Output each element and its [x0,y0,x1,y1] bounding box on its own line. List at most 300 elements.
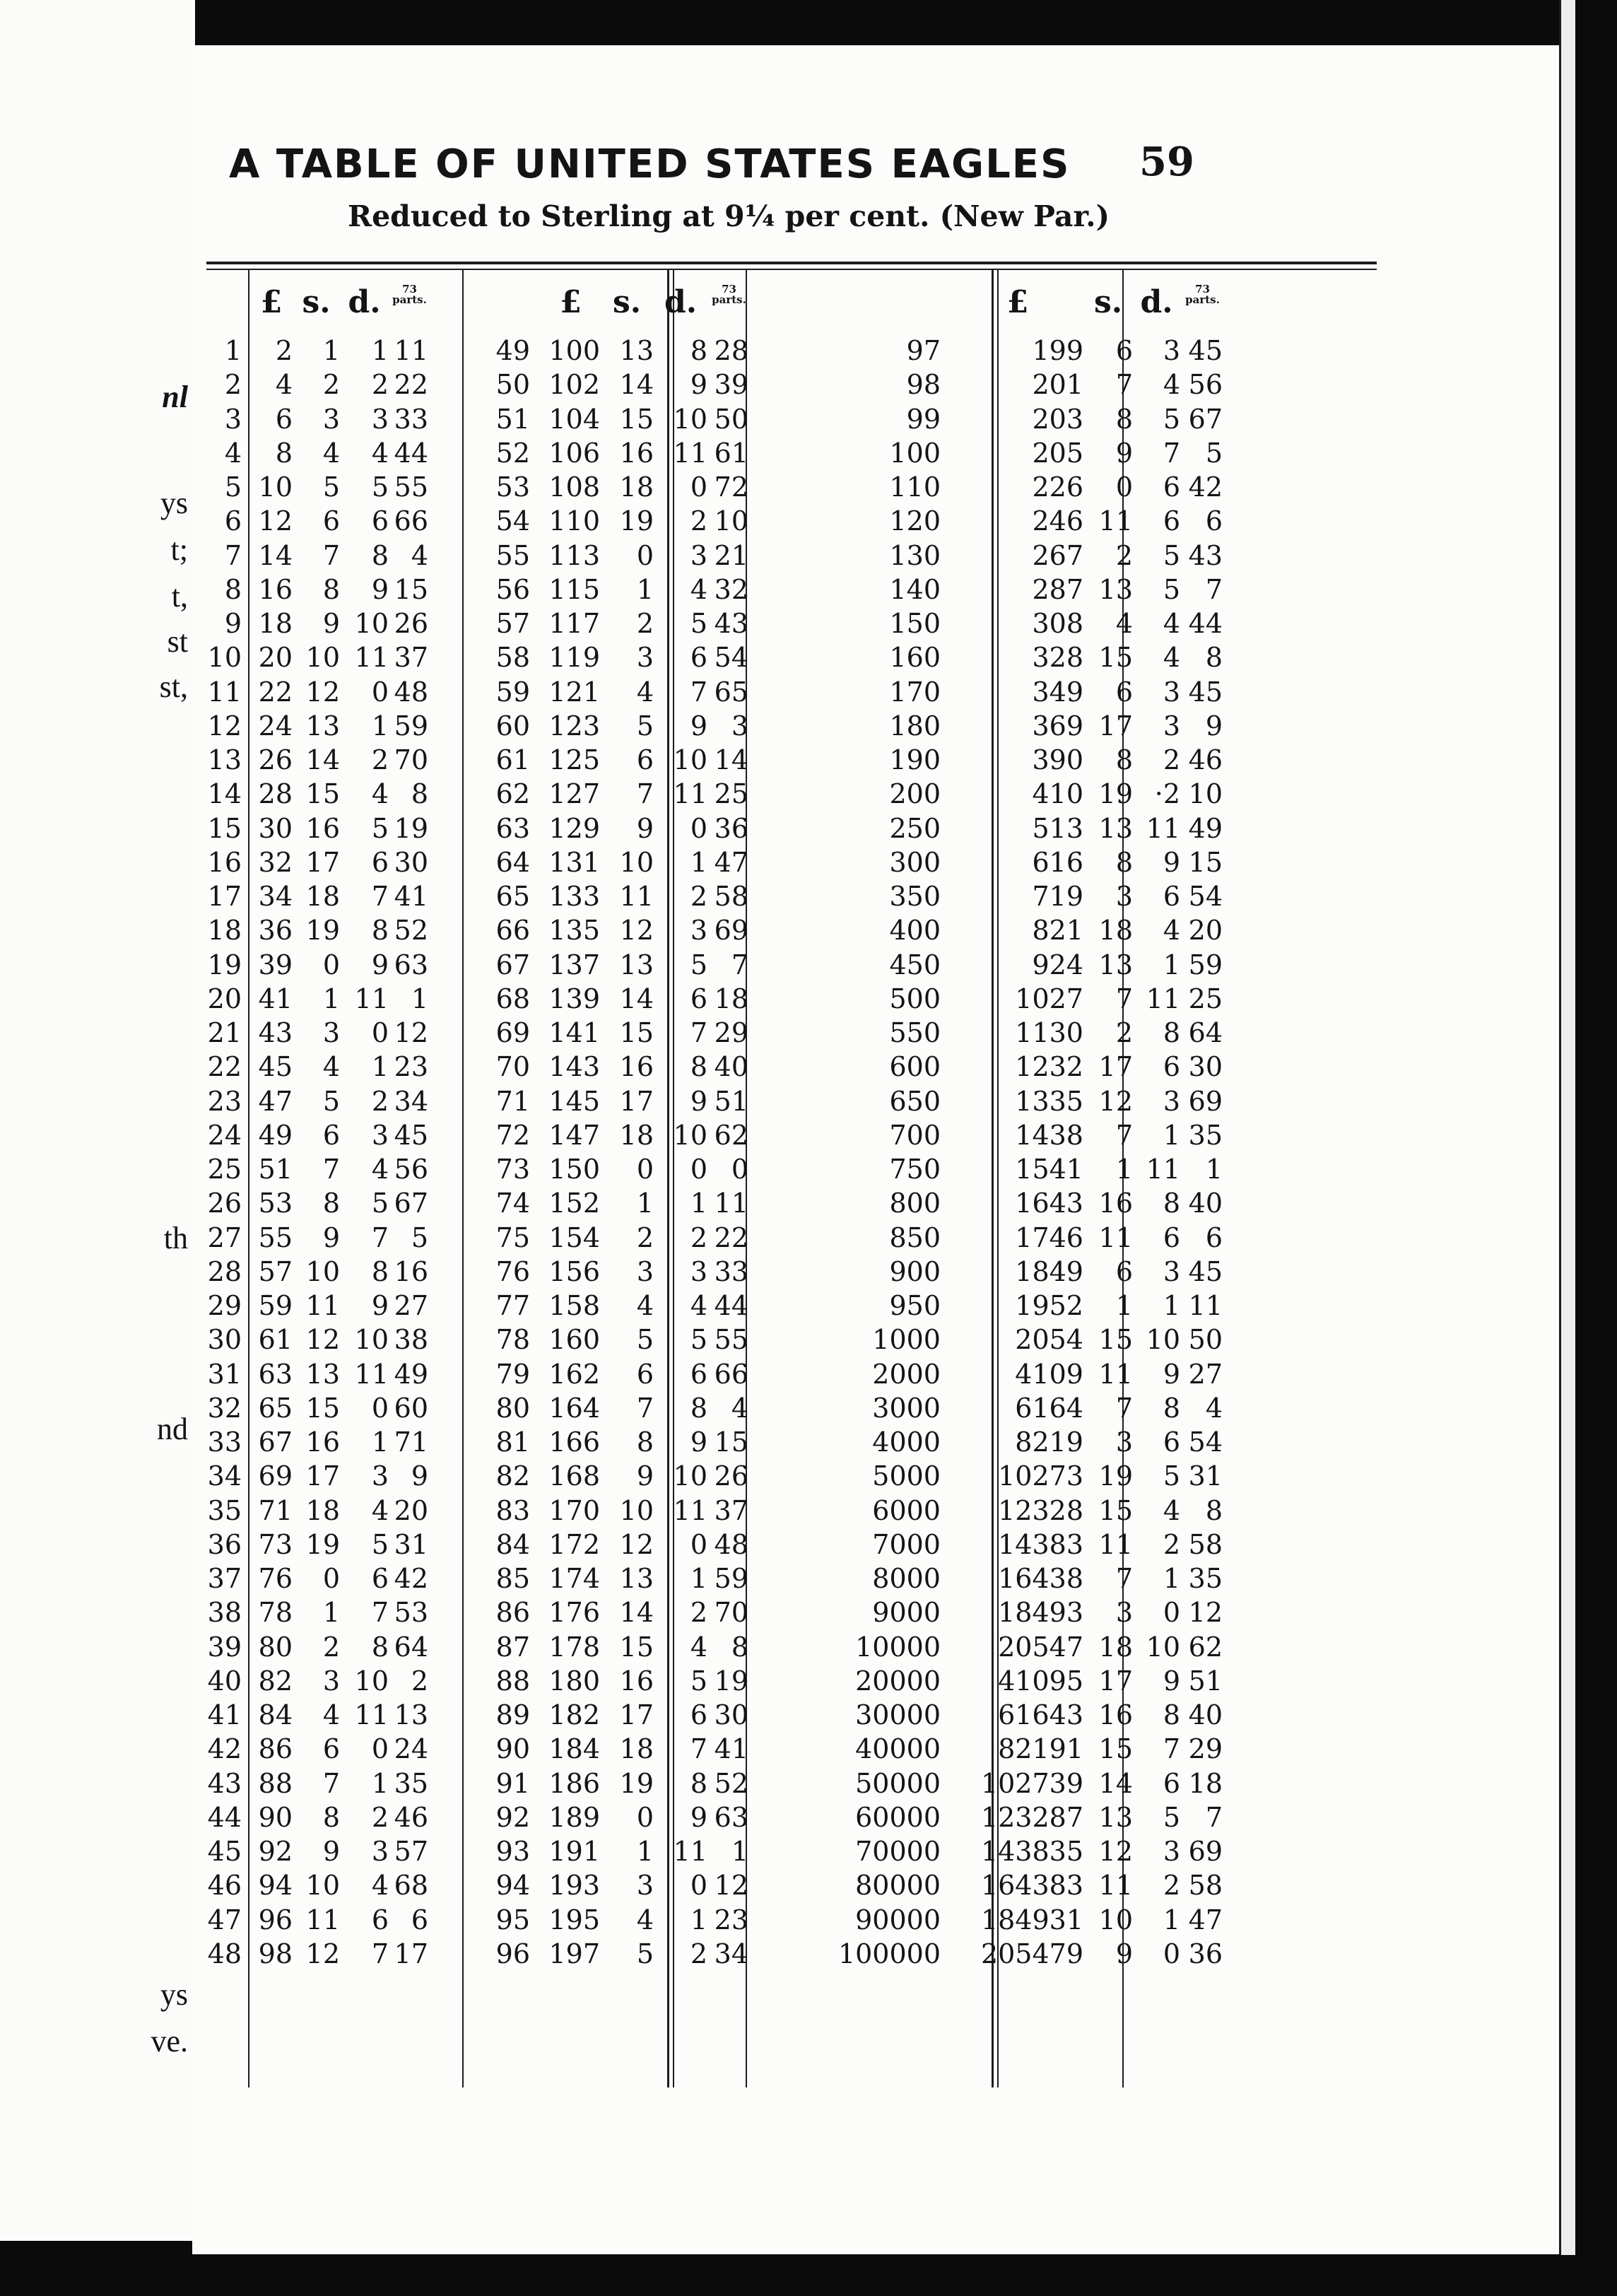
pounds-cell: 166 [548,1427,600,1458]
parts-cell: 72 [714,472,748,503]
pence-cell: 8 [1163,1188,1180,1219]
eagles-count-cell: 61 [495,744,530,776]
pounds-cell: 18493 [998,1597,1083,1629]
pounds-cell: 12 [258,505,293,537]
parts-cell: 35 [1188,1119,1223,1151]
parts-cell: 11 [714,1188,748,1219]
eagles-count-cell: 850 [889,1222,941,1253]
parts-cell: 51 [714,1085,748,1117]
pounds-cell: 189 [548,1801,600,1833]
parts-cell: 54 [1188,1427,1223,1458]
pence-cell: 4 [1163,642,1180,674]
eagles-count-cell: 4000 [872,1427,941,1458]
shillings-cell: 4 [322,1051,340,1083]
eagles-count-cell: 35 [207,1494,242,1526]
shillings-cell: 4 [636,676,654,708]
parts-cell: 45 [1188,676,1223,708]
parts-cell: 55 [714,1324,748,1356]
parts-cell: 53 [394,1597,428,1629]
shillings-cell: 15 [619,1631,654,1663]
parts-cell: 20 [394,1494,428,1526]
pence-cell: 11 [354,1358,389,1390]
pence-cell: 6 [371,1904,389,1935]
shillings-cell: 2 [636,1222,654,1253]
pounds-cell: 178 [548,1631,600,1663]
pence-cell: 8 [690,1392,707,1424]
shillings-cell: 5 [636,1938,654,1969]
parts-cell: 27 [1188,1358,1223,1390]
shillings-cell: 0 [636,1801,654,1833]
pounds-cell: 191 [548,1836,600,1868]
shillings-cell: 13 [619,1563,654,1595]
pounds-cell: 158 [548,1290,600,1322]
parts-cell: 59 [394,710,428,742]
shillings-cell: 10 [1098,1904,1133,1935]
eagles-count-cell: 85 [495,1563,530,1595]
parts-cell: 15 [394,573,428,605]
pounds-cell: 10273 [998,1460,1083,1492]
pounds-cell: 1027 [1015,983,1083,1014]
pounds-header: £ [560,283,582,320]
pence-cell: 4 [371,778,389,810]
shillings-cell: 11 [1098,505,1133,537]
parts-cell: 27 [394,1290,428,1322]
eagles-count-cell: 64 [495,846,530,878]
pence-cell: 7 [371,1222,389,1253]
shillings-cell: 17 [1098,1665,1133,1697]
table-row [206,1016,1377,1050]
shillings-header: s. [612,283,642,320]
pounds-cell: 6164 [1015,1392,1083,1424]
eagles-count-cell: 90 [495,1733,530,1765]
pounds-cell: 197 [548,1938,600,1969]
pence-cell: 0 [690,1154,707,1185]
header-rule [206,262,1377,264]
shillings-cell: 16 [619,1051,654,1083]
shillings-cell: 18 [305,1494,340,1526]
pounds-cell: 1643 [1015,1188,1083,1219]
pounds-cell: 154 [548,1222,600,1253]
eagles-count-cell: 53 [495,472,530,503]
shillings-cell: 5 [636,710,654,742]
pounds-cell: 176 [548,1597,600,1629]
eagles-count-cell: 63 [495,812,530,844]
parts-cell: 38 [394,1324,428,1356]
pence-cell: 11 [673,1494,707,1526]
pence-cell: 7 [1163,437,1180,469]
parts-cell: 50 [1188,1324,1223,1356]
parts-cell: 37 [394,642,428,674]
table-row [206,640,1377,674]
shillings-cell: 18 [619,1119,654,1151]
pence-cell: 9 [1163,1665,1180,1697]
table-row [206,709,1377,743]
pounds-cell: 8 [275,437,293,469]
pence-cell: 1 [1163,1290,1180,1322]
pence-cell: 3 [690,539,707,571]
eagles-count-cell: 58 [495,642,530,674]
parts-cell: 66 [394,505,428,537]
eagles-count-cell: 11 [207,676,242,708]
shillings-cell: 0 [322,949,340,980]
eagles-count-cell: 60000 [855,1801,941,1833]
pounds-cell: 26 [258,744,293,776]
parts-cell: 49 [1188,812,1223,844]
parts-cell: 49 [394,1358,428,1390]
pence-cell: 4 [371,437,389,469]
shillings-cell: 11 [305,1290,340,1322]
parts-cell: 48 [394,676,428,708]
parts-cell: 45 [1188,335,1223,367]
table-row [206,1221,1377,1255]
parts-cell: 19 [394,812,428,844]
eagles-count-cell: 9 [224,608,242,640]
eagles-count-cell: 950 [889,1290,941,1322]
shillings-cell: 8 [1115,846,1133,878]
pence-cell: ·2 [1154,778,1180,810]
eagles-count-cell: 3000 [872,1392,941,1424]
table-row [206,607,1377,640]
pence-cell: 0 [371,1733,389,1765]
table-row [206,1937,1377,1971]
shillings-cell: 3 [1115,1427,1133,1458]
parts-cell: 59 [714,1563,748,1595]
pounds-cell: 135 [548,915,600,947]
pence-cell: 0 [371,1392,389,1424]
pounds-cell: 49 [258,1119,293,1151]
pence-cell: 4 [1163,915,1180,947]
eagles-count-cell: 13 [207,744,242,776]
shillings-cell: 9 [322,608,340,640]
eagles-count-cell: 12 [207,710,242,742]
pence-cell: 3 [371,1836,389,1868]
parts-cell: 8 [1205,642,1223,674]
parts-cell: 56 [1188,369,1223,401]
shillings-cell: 13 [305,1358,340,1390]
eagles-count-cell: 82 [495,1460,530,1492]
eagles-count-cell: 95 [495,1904,530,1935]
pence-cell: 1 [1163,1904,1180,1935]
pence-cell: 5 [690,608,707,640]
pence-cell: 4 [371,1494,389,1526]
shillings-cell: 6 [636,744,654,776]
pounds-cell: 246 [1032,505,1083,537]
parts-cell: 0 [731,1154,748,1185]
pence-cell: 1 [690,1563,707,1595]
pence-cell: 1 [371,1051,389,1083]
pounds-cell: 121 [548,676,600,708]
shillings-cell: 5 [322,1085,340,1117]
shillings-cell: 6 [1115,676,1133,708]
parts-cell: 30 [1188,1051,1223,1083]
table-row [206,1118,1377,1152]
eagles-count-cell: 7 [224,539,242,571]
pounds-cell: 20 [258,642,293,674]
parts-cell: 37 [714,1494,748,1526]
pence-cell: 1 [371,1427,389,1458]
pence-cell: 6 [1163,881,1180,913]
pounds-cell: 924 [1032,949,1083,980]
pence-cell: 10 [1146,1631,1180,1663]
eagles-count-cell: 62 [495,778,530,810]
pence-cell: 6 [1163,472,1180,503]
shillings-cell: 10 [619,846,654,878]
shillings-cell: 12 [305,1938,340,1969]
pence-cell: 8 [371,1255,389,1287]
shillings-cell: 9 [322,1222,340,1253]
parts-cell: 12 [1188,1597,1223,1629]
pence-cell: 2 [371,1085,389,1117]
pounds-cell: 1541 [1015,1154,1083,1185]
pence-cell: 1 [690,846,707,878]
pounds-cell: 186 [548,1767,600,1799]
table-row [206,845,1377,879]
parts-cell: 48 [714,1528,748,1560]
eagles-count-cell: 67 [495,949,530,980]
eagles-count-cell: 46 [207,1870,242,1902]
eagles-count-cell: 97 [906,335,941,367]
parts-cell: 6 [1205,505,1223,537]
pence-cell: 5 [1163,539,1180,571]
shillings-cell: 7 [1115,1563,1133,1595]
eagles-count-cell: 100 [889,437,941,469]
eagles-count-cell: 76 [495,1255,530,1287]
parts-header: 73 parts. [392,282,427,307]
eagles-count-cell: 94 [495,1870,530,1902]
pence-cell: 1 [690,1904,707,1935]
eagles-count-cell: 8000 [872,1563,941,1595]
eagles-count-cell: 60 [495,710,530,742]
pence-cell: 2 [690,1597,707,1629]
pounds-cell: 84 [258,1699,293,1731]
table-row [206,504,1377,538]
eagles-count-cell: 17 [207,881,242,913]
pounds-cell: 719 [1032,881,1083,913]
shillings-cell: 0 [322,1563,340,1595]
shillings-cell: 18 [305,881,340,913]
shillings-cell: 18 [1098,1631,1133,1663]
eagles-count-cell: 23 [207,1085,242,1117]
eagles-count-cell: 96 [495,1938,530,1969]
pounds-cell: 51 [258,1154,293,1185]
parts-cell: 15 [714,1427,748,1458]
table-row [206,812,1377,845]
pounds-cell: 80 [258,1631,293,1663]
shillings-cell: 1 [1115,1290,1133,1322]
pence-cell: 1 [1163,1119,1180,1151]
eagles-count-cell: 15 [207,812,242,844]
pence-cell: 3 [690,915,707,947]
pounds-cell: 349 [1032,676,1083,708]
parts-cell: 62 [714,1119,748,1151]
pence-cell: 3 [1163,1085,1180,1117]
parts-cell: 67 [394,1188,428,1219]
eagles-count-cell: 87 [495,1631,530,1663]
shillings-cell: 6 [1115,1255,1133,1287]
shillings-cell: 2 [322,1631,340,1663]
eagles-count-cell: 51 [495,403,530,435]
pounds-cell: 4109 [1015,1358,1083,1390]
table-row [206,1255,1377,1289]
pounds-cell: 205479 [980,1938,1083,1969]
eagles-count-cell: 900 [889,1255,941,1287]
parts-cell: 7 [1205,573,1223,605]
pounds-cell: 6 [275,403,293,435]
parts-cell: 13 [394,1699,428,1731]
pounds-cell: 106 [548,437,600,469]
pence-cell: 3 [1163,335,1180,367]
pounds-cell: 28 [258,778,293,810]
pounds-cell: 168 [548,1460,600,1492]
shillings-cell: 1 [636,1188,654,1219]
eagles-count-cell: 41 [207,1699,242,1731]
pounds-cell: 41095 [998,1665,1083,1697]
pence-cell: 2 [1163,1528,1180,1560]
shillings-cell: 15 [305,1392,340,1424]
eagles-count-cell: 68 [495,983,530,1014]
pounds-cell: 110 [548,505,600,537]
parts-cell: 42 [1188,472,1223,503]
table-row [206,1903,1377,1937]
pounds-cell: 2 [275,335,293,367]
shillings-cell: 13 [619,949,654,980]
eagles-count-cell: 28 [207,1255,242,1287]
shillings-cell: 3 [1115,881,1133,913]
table-row [206,913,1377,947]
shillings-cell: 3 [636,642,654,674]
pounds-cell: 150 [548,1154,600,1185]
pounds-cell: 127 [548,778,600,810]
parts-cell: 66 [714,1358,748,1390]
pounds-cell: 4 [275,369,293,401]
shillings-cell: 16 [305,812,340,844]
eagles-count-cell: 84 [495,1528,530,1560]
eagles-count-cell: 66 [495,915,530,947]
parts-cell: 33 [714,1255,748,1287]
shillings-cell: 7 [1115,369,1133,401]
pounds-cell: 513 [1032,812,1083,844]
eagles-count-cell: 36 [207,1528,242,1560]
parts-cell: 67 [1188,403,1223,435]
parts-cell: 10 [1188,778,1223,810]
shillings-cell: 3 [322,1665,340,1697]
page-edge [1559,0,1575,2255]
shillings-cell: 9 [1115,1938,1133,1969]
shillings-cell: 4 [322,1699,340,1731]
eagles-count-cell: 50000 [855,1767,941,1799]
pence-cell: 11 [673,1836,707,1868]
eagles-count-cell: 52 [495,437,530,469]
parts-cell: 4 [731,1392,748,1424]
pence-cell: 9 [371,949,389,980]
pence-cell: 2 [690,1938,707,1969]
pounds-cell: 180 [548,1665,600,1697]
eagles-count-cell: 79 [495,1358,530,1390]
parts-cell: 63 [714,1801,748,1833]
shillings-cell: 11 [305,1904,340,1935]
pence-cell: 5 [371,1528,389,1560]
parts-cell: 11 [394,335,428,367]
parts-cell: 19 [714,1665,748,1697]
pounds-cell: 133 [548,881,600,913]
pence-cell: 6 [1163,1051,1180,1083]
shillings-cell: 12 [305,676,340,708]
pounds-cell: 45 [258,1051,293,1083]
parts-cell: 64 [394,1631,428,1663]
shillings-cell: 1 [322,983,340,1014]
pounds-cell: 821 [1032,915,1083,947]
parts-cell: 39 [714,369,748,401]
pounds-cell: 131 [548,846,600,878]
shillings-cell: 16 [1098,1188,1133,1219]
pounds-cell: 174 [548,1563,600,1595]
parts-cell: 1 [731,1836,748,1868]
shillings-cell: 7 [1115,1119,1133,1151]
pence-cell: 7 [1163,1733,1180,1765]
parts-cell: 44 [394,437,428,469]
eagles-count-cell: 110 [889,472,941,503]
pounds-cell: 1849 [1015,1255,1083,1287]
pounds-cell: 226 [1032,472,1083,503]
pence-cell: 5 [1163,1460,1180,1492]
parts-cell: 18 [1188,1767,1223,1799]
parts-cell: 35 [1188,1563,1223,1595]
table-row [206,1868,1377,1902]
pounds-cell: 115 [548,573,600,605]
eagles-count-cell: 48 [207,1938,242,1969]
parts-cell: 55 [394,472,428,503]
shillings-cell: 10 [305,1255,340,1287]
pounds-header: £ [260,283,283,320]
parts-cell: 40 [714,1051,748,1083]
pounds-cell: 410 [1032,778,1083,810]
shillings-cell: 2 [636,608,654,640]
parts-cell: 46 [394,1801,428,1833]
pence-cell: 4 [690,1631,707,1663]
eagles-count-cell: 30 [207,1324,242,1356]
pence-cell: 3 [371,1460,389,1492]
eagles-count-cell: 130 [889,539,941,571]
parts-cell: 12 [714,1870,748,1902]
shillings-cell: 16 [305,1427,340,1458]
pounds-cell: 123 [548,710,600,742]
pence-cell: 11 [1146,812,1180,844]
shillings-cell: 15 [305,778,340,810]
pounds-cell: 98 [258,1938,293,1969]
pence-cell: 5 [371,472,389,503]
pence-cell: 2 [1163,1870,1180,1902]
parts-cell: 22 [714,1222,748,1253]
shillings-header: s. [1093,283,1123,320]
eagles-count-cell: 54 [495,505,530,537]
parts-cell: 56 [394,1154,428,1185]
pence-cell: 3 [371,1119,389,1151]
pounds-cell: 119 [548,642,600,674]
pence-cell: 10 [354,1665,389,1697]
pence-cell: 8 [690,335,707,367]
pence-cell: 11 [1146,983,1180,1014]
parts-cell: 7 [1205,1801,1223,1833]
table-row [206,1084,1377,1118]
pence-cell: 6 [690,642,707,674]
parts-cell: 20 [1188,915,1223,947]
parts-cell: 35 [394,1767,428,1799]
parts-cell: 8 [411,778,428,810]
eagles-count-cell: 550 [889,1017,941,1049]
facing-text-fragment: ys [160,486,188,520]
pence-cell: 5 [1163,573,1180,605]
eagles-count-cell: 77 [495,1290,530,1322]
